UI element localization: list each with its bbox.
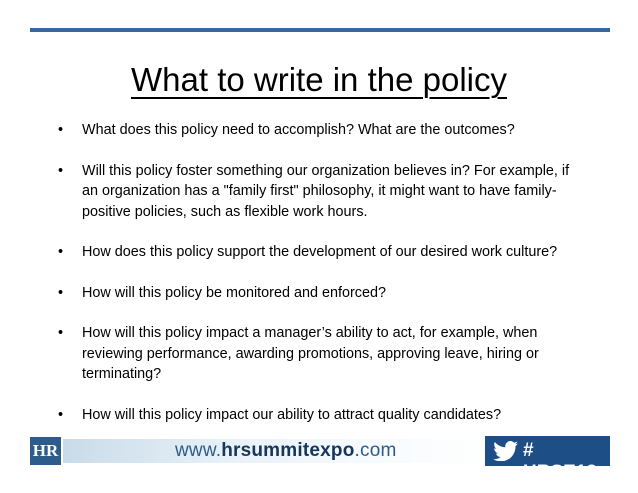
bullet-item: • Will this policy foster something our organization believes in? For example, if an organization has a "family first" philosophy, it might want to have family-positive policies, such as flexible work hours. [58,161,578,223]
bullet-item: • How will this policy be monitored and enforced? [58,283,578,304]
top-rule [30,28,610,32]
slide-title: What to write in the policy [131,61,507,98]
bullet-item: • How will this policy impact our ability to attract quality candidates? [58,405,578,426]
twitter-bird-icon [493,441,519,461]
hashtag-text: # HRSE13 [523,440,597,483]
bullet-item: • How does this policy support the development of our desired work culture? [58,242,578,263]
site-url [175,440,397,462]
bullet-list [58,120,578,445]
url-prefix: www. [175,440,222,461]
bullet-item: • How will this policy impact a manager’s ability to act, for example, when reviewing performance, awarding promotions, approving leave, hiring or terminating? [58,323,578,385]
hashtag-box [485,436,610,483]
bullet-item: • What does this policy need to accomplish? What are the outcomes? [58,120,578,141]
footer-banner [30,434,610,483]
url-suffix: .com [354,440,397,461]
hr-logo: HR [30,437,61,465]
url-name: hrsummitexpo [221,440,355,461]
